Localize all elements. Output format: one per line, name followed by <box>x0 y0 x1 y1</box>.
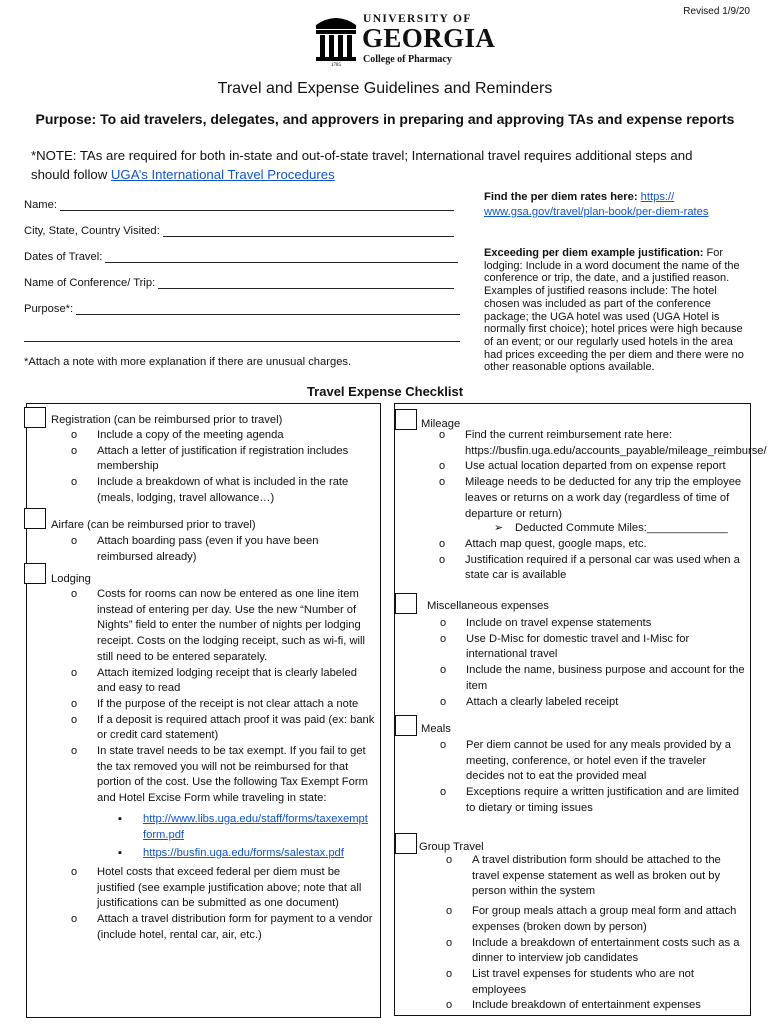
logo-college: College of Pharmacy <box>363 54 452 65</box>
list-item: o Find the current reimbursement rate here: https://busfin.uga.edu/accounts_payable/mileage_reimburse/ <box>465 428 747 459</box>
misc-checkbox[interactable] <box>395 593 417 614</box>
list-item: o Exceptions require a written justification and are limited to dietary or timing issues <box>466 785 746 816</box>
exceed-label: Exceeding per diem example justification: <box>484 247 704 259</box>
list-item: o Use actual location departed from on expense report <box>465 459 747 475</box>
mileage-list-2 <box>465 537 747 584</box>
list-item: o In state travel needs to be tax exempt. If you fail to get the tax removed you will not be reimbursed for that portion of the cost. Use the following Tax Exempt Form and Hotel Excise Form while traveling in state: <box>97 744 377 807</box>
list-item: o A travel distribution form should be attached to the travel expense statement as well as broken out by person within the system <box>472 853 747 900</box>
exceed-text: For lodging: Include in a word document the name of the conference or trip, the date, and a justified reason. Examples of justified reasons include: The hotel chosen was included as part of the conference package; the UGA hotel was used (UGA Hotel is normally first choice); hotel prices were high because of an event; or our regularly used hotels in the area had prices exceeding the per diem and there were no other reasonable options available. <box>484 247 744 374</box>
conference-field[interactable] <box>24 277 454 289</box>
note-text: *NOTE: TAs are required for both in-state and out-of-state travel; International travel requires additional steps and should follow <box>31 148 693 182</box>
uga-logo <box>315 11 496 69</box>
tax-exempt-form-link[interactable]: http://www.libs.uga.edu/staff/forms/taxexemptform.pdf <box>143 813 368 841</box>
conference-label: Name of Conference/ Trip: <box>24 277 156 289</box>
meals-checkbox[interactable] <box>395 715 417 736</box>
list-item: o If a deposit is required attach proof it was paid (ex: bank or credit card statement) <box>97 713 377 744</box>
purpose-extra-line[interactable] <box>24 341 460 342</box>
list-item: o Include a breakdown of what is included in the rate (meals, lodging, travel allowance…) <box>97 475 372 506</box>
list-item: o Attach boarding pass (even if you have been reimbursed already) <box>97 534 367 565</box>
arch-icon <box>315 11 357 67</box>
airfare-label: Airfare (can be reimbursed prior to travel) <box>51 519 256 531</box>
dates-field[interactable] <box>24 251 458 263</box>
list-item: o List travel expenses for students who are not employees <box>472 967 747 998</box>
bullet-icon: ▪ <box>118 847 122 859</box>
group-travel-checkbox[interactable] <box>395 833 417 854</box>
list-item: o Attach a travel distribution form for payment to a vendor (include hotel, rental car, air, etc.) <box>97 912 377 943</box>
logo-georgia: GEORGIA <box>362 23 496 53</box>
list-item: o Include on travel expense statements <box>466 616 746 632</box>
perdiem-link-1[interactable]: https:// <box>640 191 675 203</box>
purpose-statement: Purpose: To aid travelers, delegates, and approvers in preparing and approving TAs and expense reports <box>35 111 735 127</box>
registration-label: Registration (can be reimbursed prior to travel) <box>51 414 283 426</box>
airfare-list <box>97 534 367 565</box>
list-item: o For group meals attach a group meal form and attach expenses (broken down by person) <box>472 904 747 935</box>
city-field[interactable] <box>24 225 454 237</box>
note <box>31 146 731 184</box>
list-item: o Include a breakdown of entertainment costs such as a dinner to interview job candidates <box>472 936 747 967</box>
misc-label: Miscellaneous expenses <box>427 600 549 612</box>
list-item: o Use D-Misc for domestic travel and I-Misc for international travel <box>466 632 746 663</box>
revised-date: Revised 1/9/20 <box>683 6 750 17</box>
international-travel-link[interactable]: UGA’s International Travel Procedures <box>110 167 335 182</box>
list-item: o Attach a clearly labeled receipt <box>466 695 746 711</box>
logo-university: UNIVERSITY OF <box>363 13 472 25</box>
list-item: o Justification required if a personal car was used when a state car is available <box>465 553 747 584</box>
mileage-label: Mileage <box>421 418 461 430</box>
list-item: o Mileage needs to be deducted for any trip the employee leaves or returns on a work day (regardless of time of departure or return) <box>465 475 747 522</box>
list-item: o Include breakdown of entertainment expenses <box>472 998 747 1014</box>
meals-label: Meals <box>421 723 451 735</box>
salestax-form-link[interactable]: https://busfin.uga.edu/forms/salestax.pdf <box>143 847 344 859</box>
mileage-list <box>465 428 767 522</box>
mileage-checkbox[interactable] <box>395 409 417 430</box>
city-label: City, State, Country Visited: <box>24 225 160 237</box>
name-label: Name: <box>24 199 57 211</box>
list-item: o Costs for rooms can now be entered as one line item instead of entering per day. Use the new “Number of Nights” field to enter the number of nights per lodging receipt. Costs on the lodging receipt, such as wi-fi, will still need to be entered separately. <box>97 587 377 666</box>
perdiem-label: Find the per diem rates here: <box>484 191 638 203</box>
arrow-bullet-icon: ➢ <box>494 522 504 534</box>
name-field[interactable] <box>24 199 454 211</box>
registration-list <box>97 428 372 507</box>
list-item: o Include the name, business purpose and account for the item <box>466 663 746 694</box>
purpose-label: Purpose*: <box>24 303 74 315</box>
list-item: o Attach itemized lodging receipt that is clearly labeled and easy to read <box>97 666 377 697</box>
lodging-list <box>97 587 377 807</box>
list-item: o If the purpose of the receipt is not clear attach a note <box>97 697 377 713</box>
lodging-checkbox[interactable] <box>24 563 46 584</box>
lodging-list-2 <box>97 865 377 944</box>
list-item: o Hotel costs that exceed federal per diem must be justified (see example justification above; note that all justifications can be submitted as one document) <box>97 865 377 912</box>
deducted-commute-miles[interactable]: Deducted Commute Miles:_____________ <box>515 522 728 534</box>
meals-list <box>466 738 746 817</box>
list-item: o Per diem cannot be used for any meals provided by a meeting, conference, or hotel even if the traveler decides not to eat the provided meal <box>466 738 746 785</box>
perdiem-info <box>484 190 744 220</box>
bullet-icon: ▪ <box>118 813 122 825</box>
lodging-label: Lodging <box>51 573 91 585</box>
group-travel-label: Group Travel <box>419 841 484 853</box>
misc-list <box>466 616 746 710</box>
logo-year: 1785 <box>331 63 341 67</box>
list-item: o Attach map quest, google maps, etc. <box>465 537 747 553</box>
exceed-justification <box>484 247 746 374</box>
airfare-checkbox[interactable] <box>24 508 46 529</box>
attach-note: *Attach a note with more explanation if there are unusual charges. <box>24 356 352 368</box>
registration-checkbox[interactable] <box>24 407 46 428</box>
dates-label: Dates of Travel: <box>24 251 103 263</box>
page-title: Travel and Expense Guidelines and Reminders <box>217 80 553 97</box>
list-item: o Include a copy of the meeting agenda <box>97 428 372 444</box>
checklist-title: Travel Expense Checklist <box>306 384 464 399</box>
perdiem-link-2[interactable]: www.gsa.gov/travel/plan-book/per-diem-rates <box>484 206 709 218</box>
purpose-field[interactable] <box>24 303 460 315</box>
group-travel-list <box>472 853 747 1014</box>
list-item: o Attach a letter of justification if registration includes membership <box>97 444 372 475</box>
